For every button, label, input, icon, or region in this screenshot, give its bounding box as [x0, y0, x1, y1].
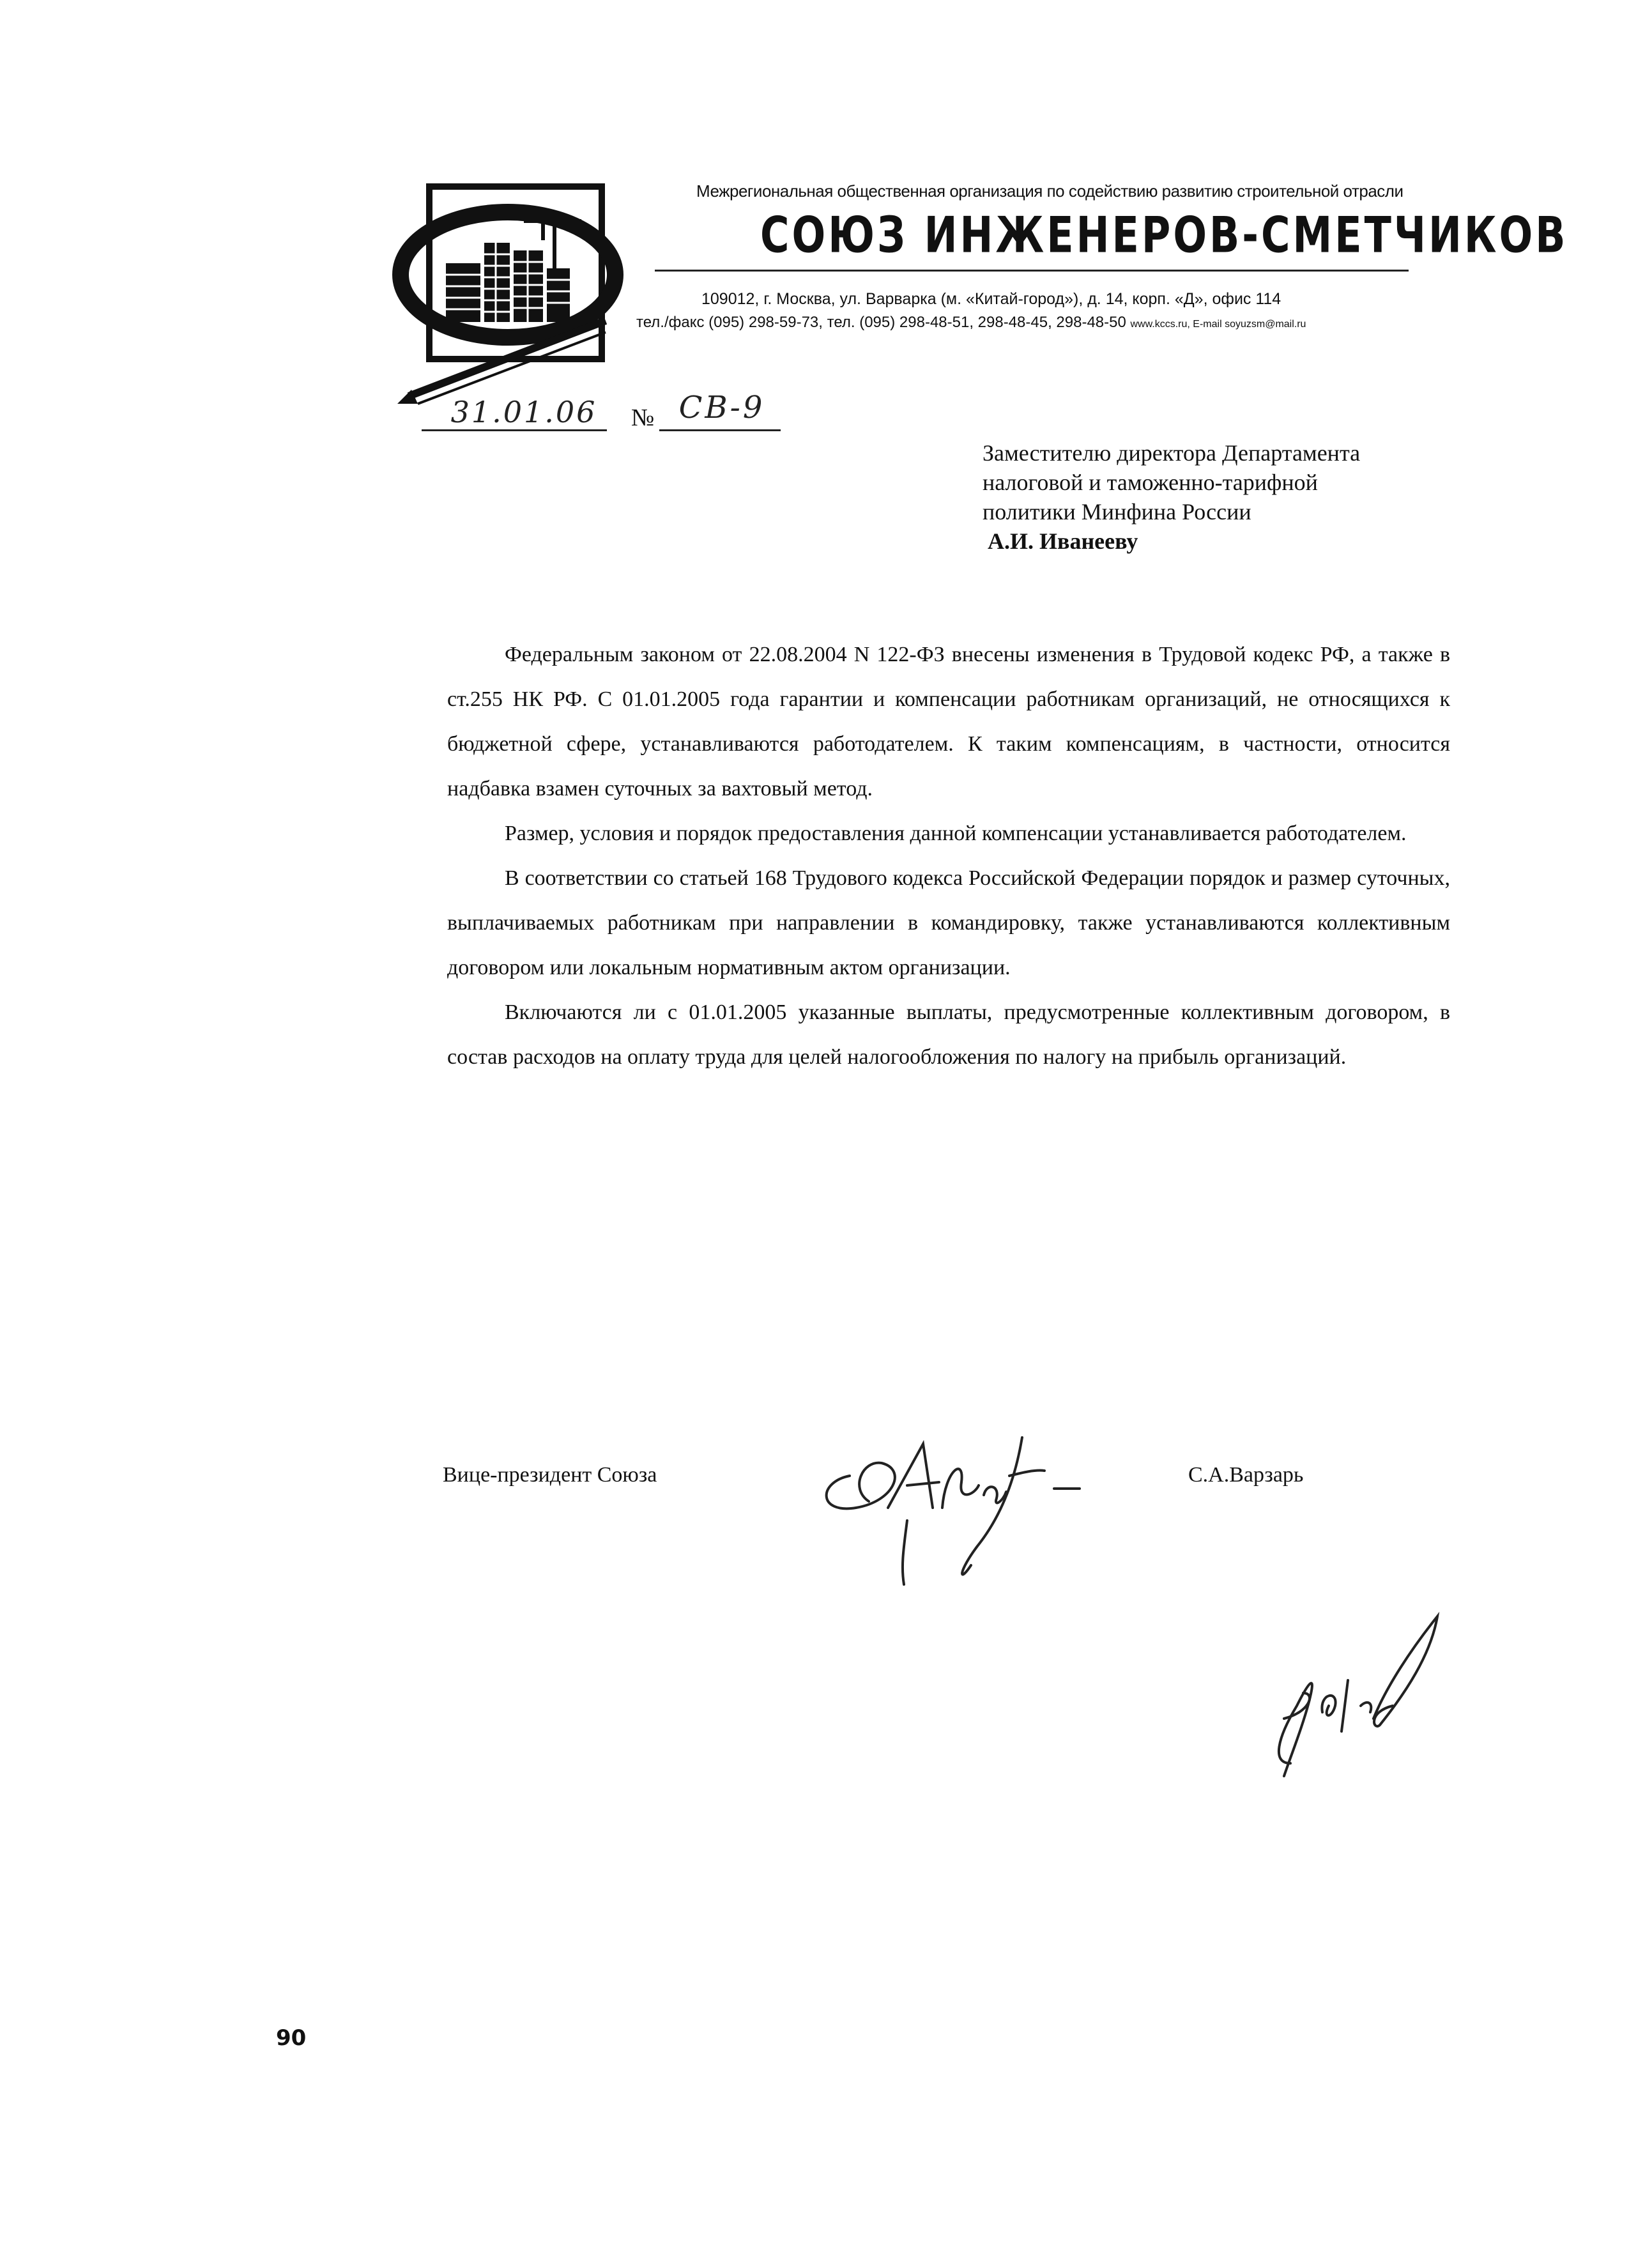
addressee-line-3: политики Минфина России — [983, 499, 1251, 525]
addressee-line-2: налоговой и таможенно-тарифной — [983, 470, 1318, 495]
number-underline — [659, 429, 781, 431]
organization-phones: тел./факс (095) 298-59-73, тел. (095) 298-48-51, 298-48-45, 298-48-50 — [636, 314, 1126, 331]
organization-name: СОЮЗ ИНЖЕНЕРОВ-СМЕТЧИКОВ — [760, 206, 1568, 264]
outgoing-number: СВ-9 — [678, 390, 765, 425]
handwritten-signature — [811, 1425, 1105, 1610]
organization-web-email: www.kccs.ru, E-mail soyuzsm@mail.ru — [1130, 319, 1306, 330]
outgoing-date: 31.01.06 — [450, 395, 597, 429]
number-sign: № — [631, 404, 655, 431]
page-mark: 90 — [276, 2025, 307, 2051]
addressee-block — [983, 438, 1557, 556]
body-paragraph-2: Размер, условия и порядок предоставления данной компенсации устанавливается работодателем. — [505, 822, 1407, 845]
header-divider — [655, 270, 1409, 272]
organization-subtitle: Межрегиональная общественная организация по содействию развитию строительной отрасли — [696, 181, 1403, 201]
signatory-name: С.А.Варзарь — [1188, 1463, 1304, 1487]
addressee-line-1: Заместителю директора Департамента — [983, 440, 1361, 466]
addressee-name: А.И. Иванееву — [988, 528, 1138, 554]
letter-body — [447, 632, 1450, 1080]
organization-logo — [390, 179, 632, 409]
date-underline — [422, 429, 607, 431]
body-paragraph-4: Включаются ли с 01.01.2005 указанные выплаты, предусмотренные коллективным договором, в состав расходов на оплату труда для целей налогообложения по налогу на прибыль организаций. — [447, 1000, 1450, 1069]
signatory-position: Вице-президент Союза — [443, 1463, 657, 1487]
organization-address: 109012, г. Москва, ул. Варварка (м. «Китай-город»), д. 14, корп. «Д», офис 114 — [701, 290, 1281, 308]
body-paragraph-1: Федеральным законом от 22.08.2004 N 122-ФЗ внесены изменения в Трудовой кодекс РФ, а также в ст.255 НК РФ. С 01.01.2005 года гарантии и компенсации работникам организаций, не относящихся к бюджетной сфере, устанавливаются работодателем. К таким компенсациям, в частности, относится надбавка взамен суточных за вахтовый метод. — [447, 643, 1450, 801]
organization-contacts — [636, 314, 1441, 332]
handwritten-visa — [1246, 1610, 1450, 1782]
body-paragraph-3: В соответствии со статьей 168 Трудового кодекса Российской Федерации порядок и размер суточных, выплачиваемых работникам при направлении в командировку, также устанавливаются коллективным договором или локальным нормативным актом организации. — [447, 866, 1450, 979]
